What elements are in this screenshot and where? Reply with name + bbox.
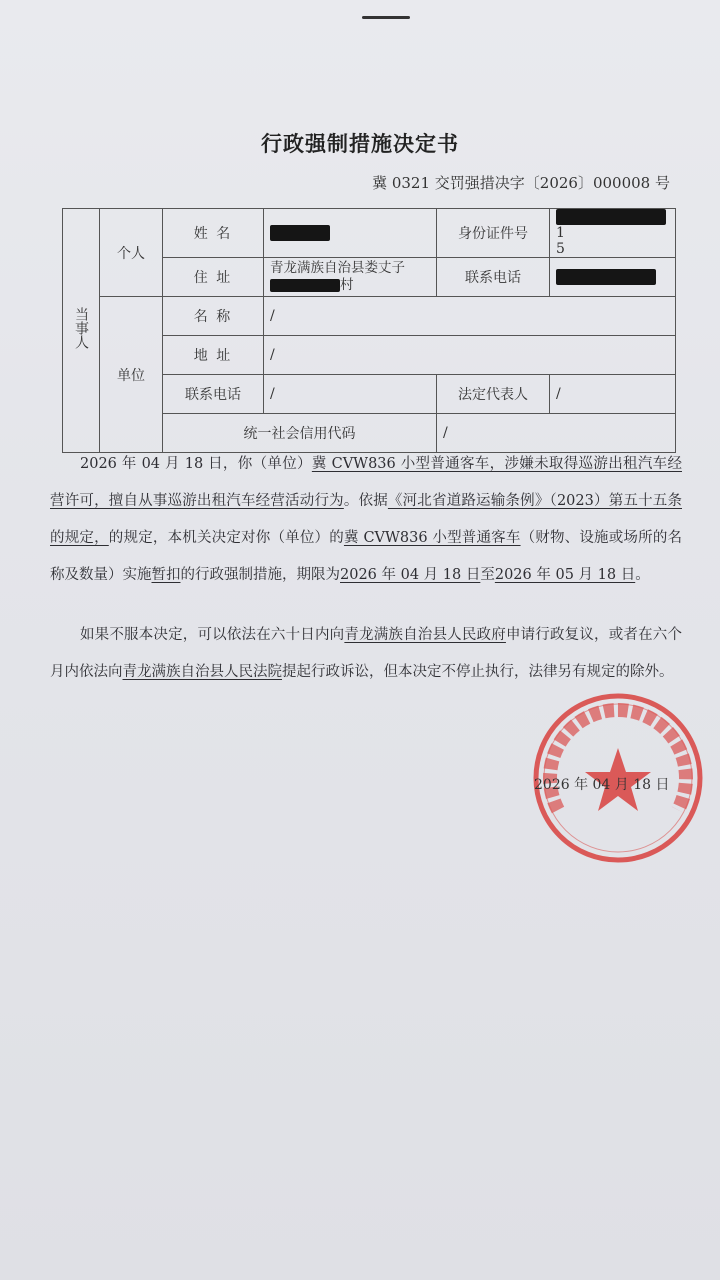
- phone-label: 联系电话: [437, 258, 550, 297]
- individual-label: 个人: [100, 209, 163, 297]
- issue-date: 2026 年 04 月 18 日: [534, 777, 670, 793]
- party-label: 当事人: [63, 209, 100, 453]
- unit-address-label: 地 址: [163, 336, 264, 375]
- legal-basis: 《河北省道路运输条例》（2023）第五十五条的规定，: [50, 493, 682, 546]
- review-authority: 青龙满族自治县人民政府: [344, 627, 506, 643]
- measure-type: 暂扣: [151, 567, 181, 583]
- seized-property: 冀 CVW836 小型普通客车: [343, 530, 521, 546]
- document-title: 行政强制措施决定书: [261, 131, 459, 156]
- status-indicator-bar: [362, 16, 410, 19]
- phone-value: [550, 258, 676, 297]
- unit-label: 单位: [100, 297, 163, 453]
- id-value: 1 5: [550, 209, 676, 258]
- unit-name-label: 名 称: [163, 297, 264, 336]
- appeal-paragraph: 如果不服本决定，可以依法在六十日内向青龙满族自治县人民政府申请行政复议，或者在六个月内依法向青龙满族自治县人民法院提起行政诉讼，但本决定不停止执行，法律另有规定的除外。: [50, 627, 682, 680]
- period-end: 2026 年 05 月 18 日: [494, 567, 636, 583]
- court-name: 青龙满族自治县人民法院: [122, 664, 282, 680]
- credit-code-label: 统一社会信用代码: [163, 414, 437, 453]
- decision-paragraph: 2026 年 04 月 18 日，你（单位）冀 CVW836 小型普通客车，涉嫌未取得巡游出租汽车经营许可，擅自从事巡游出租汽车经营活动行为。依据《河北省道路运输条例》（2023）第五十五条的规定，的规定，本机关决定对你（单位）的冀 CVW836 小型普通客车（财物、设施或场所的名称及数量）实施暂扣的行政强制措施，期限为2026 年 04 月 18 日至2026 年 05 月 18 日。: [50, 456, 683, 583]
- unit-name-value: /: [264, 297, 676, 336]
- name-value: [264, 209, 437, 258]
- address-value: 青龙满族自治县娄丈子 村: [264, 258, 437, 297]
- vehicle-violation: 冀 CVW836 小型普通客车，涉嫌未取得巡游出租汽车经营许可，擅自从事巡游出租汽车经营活动行为: [50, 456, 682, 509]
- legal-rep-value: /: [550, 375, 676, 414]
- redacted-name: [270, 225, 330, 241]
- id-label: 身份证件号: [437, 209, 550, 258]
- unit-phone-value: /: [264, 375, 437, 414]
- party-info-table: [62, 208, 676, 453]
- redacted-phone: [556, 269, 656, 285]
- redacted-id: [556, 209, 666, 225]
- address-label: 住 址: [163, 258, 264, 297]
- redacted-address: [270, 279, 340, 292]
- period-start: 2026 年 04 月 18 日: [340, 567, 481, 583]
- unit-address-value: /: [264, 336, 676, 375]
- legal-rep-label: 法定代表人: [437, 375, 550, 414]
- unit-phone-label: 联系电话: [163, 375, 264, 414]
- credit-code-value: /: [437, 414, 676, 453]
- document-number: 冀 0321 交罚强措决字〔2026〕000008 号: [372, 174, 670, 192]
- name-label: 姓 名: [163, 209, 264, 258]
